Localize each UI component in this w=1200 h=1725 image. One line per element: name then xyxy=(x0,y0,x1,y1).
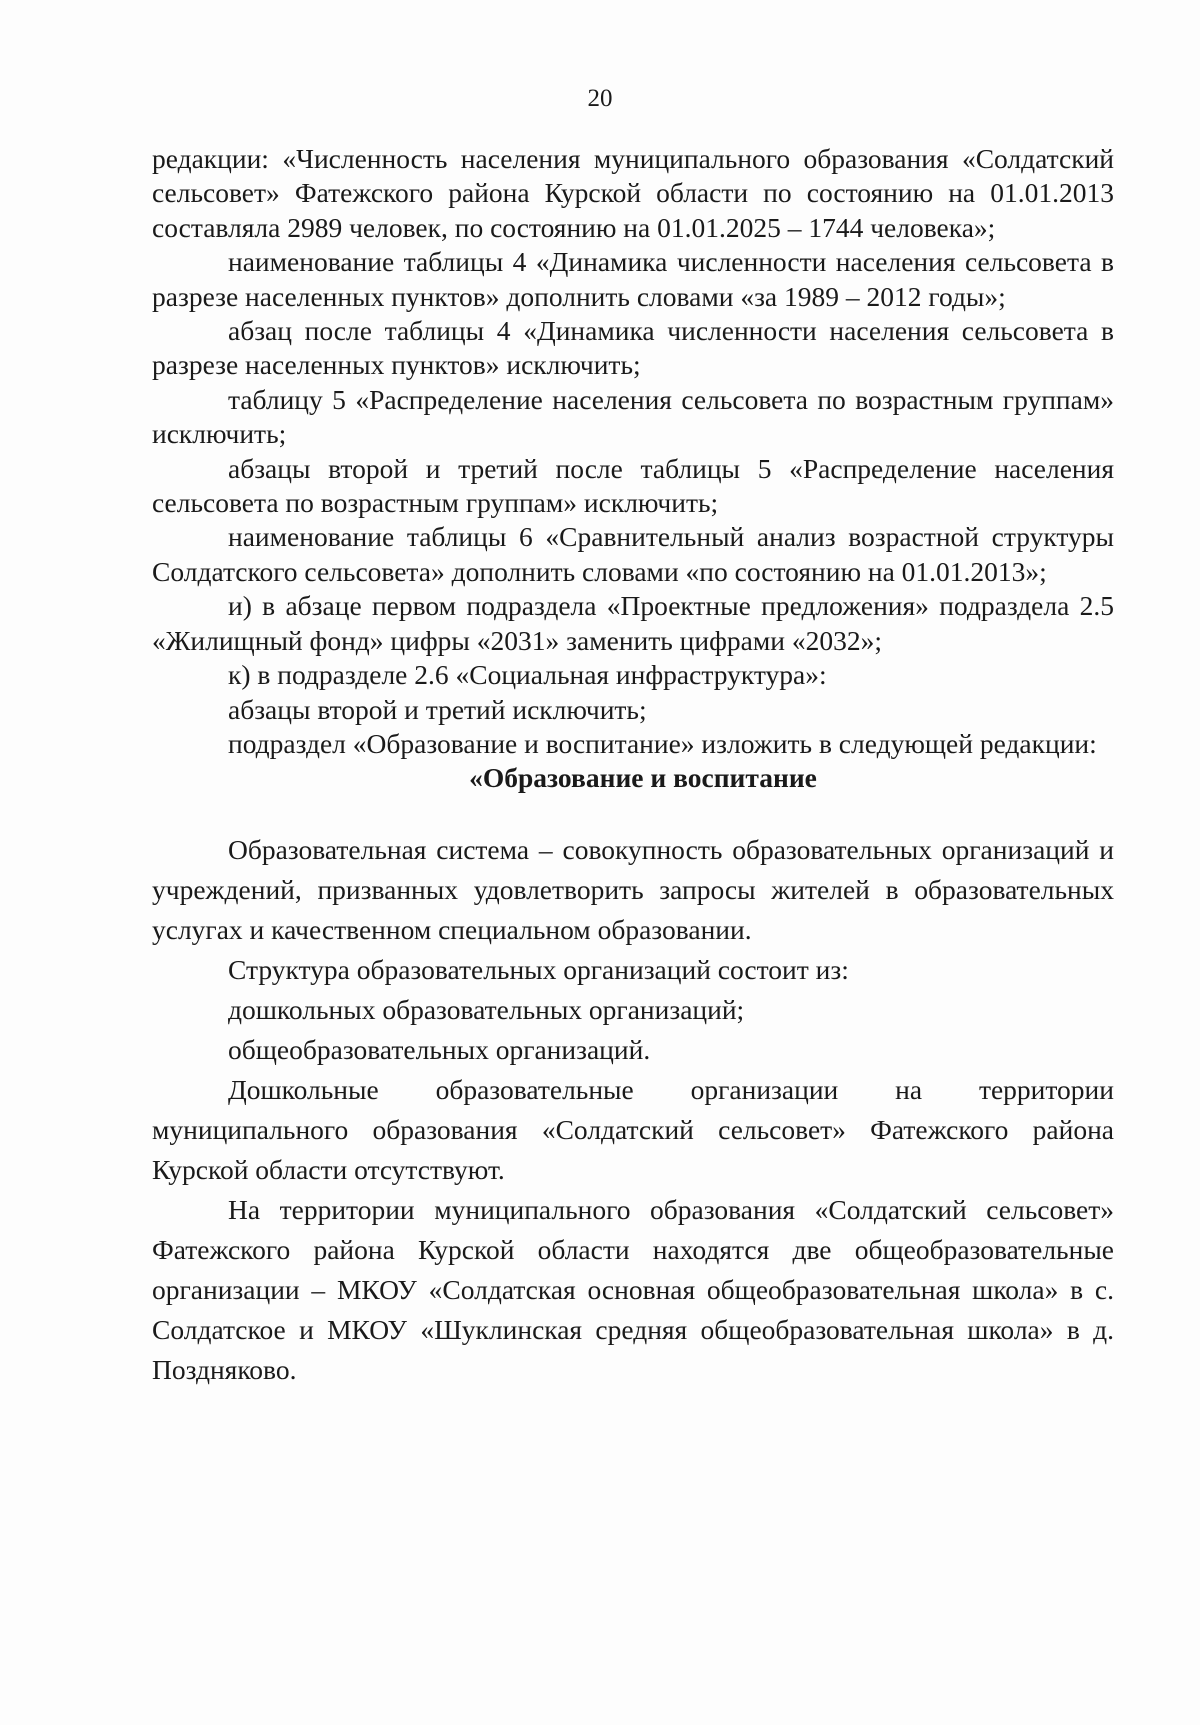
paragraph-p6: наименование таблицы 6 «Сравнительный анализ возрастной структуры Солдатского сельсовета» дополнить словами «по состоянию на 01.01.2013»; xyxy=(152,521,1114,587)
paragraph-b3: дошкольных образовательных организаций; xyxy=(228,993,745,1025)
paragraph-p8: к) в подразделе 2.6 «Социальная инфраструктура»: xyxy=(228,659,827,691)
spacer xyxy=(152,796,1114,830)
paragraph-p4: таблицу 5 «Распределение населения сельсовета по возрастным группам» исключить; xyxy=(152,383,1114,450)
paragraph-p2: наименование таблицы 4 «Динамика численности населения сельсовета в разрезе населенных пунктов» дополнить словами «за 1989 – 2012 годы»; xyxy=(152,246,1114,312)
amendments-list xyxy=(152,142,1114,761)
paragraph-b2: Структура образовательных организаций состоит из: xyxy=(228,953,849,985)
paragraph-p1: редакции: «Численность населения муниципального образования «Солдатский сельсовет» Фатежского района Курской области по состоянию на 01.01.2013 составляла 2989 человек, по состоянию на 01.01.2025 – 1744 человека»; xyxy=(152,143,1114,243)
paragraph-p10: подраздел «Образование и воспитание» изложить в следующей редакции: xyxy=(228,727,1097,759)
paragraph-b4: общеобразовательных организаций. xyxy=(228,1033,651,1065)
paragraph-b5: Дошкольные образовательные организации на территории муниципального образования «Солдатский сельсовет» Фатежского района Курской области отсутствуют. xyxy=(152,1073,1114,1185)
paragraph-b6: На территории муниципального образования «Солдатский сельсовет» Фатежского района Курской области находятся две общеобразовательные организации – МКОУ «Солдатская основная общеобразовательная школа» в с. Солдатское и МКОУ «Шуклинская средняя общеобразовательная школа» в д. Поздняково. xyxy=(152,1193,1114,1385)
paragraph-p5: абзацы второй и третий после таблицы 5 «Распределение населения сельсовета по возрастным группам» исключить; xyxy=(152,452,1114,519)
section-heading: «Образование и воспитание xyxy=(469,762,817,794)
document-body xyxy=(152,142,1114,1390)
section-text xyxy=(152,830,1114,1390)
page-number: 20 xyxy=(587,85,613,112)
paragraph-b1: Образовательная система – совокупность образовательных организаций и учреждений, призванных удовлетворить запросы жителей в образовательных услугах и качественном специальном образовании. xyxy=(152,833,1114,945)
paragraph-p3: абзац после таблицы 4 «Динамика численности населения сельсовета в разрезе населенных пунктов» исключить; xyxy=(152,315,1114,381)
paragraph-p9: абзацы второй и третий исключить; xyxy=(228,693,647,725)
paragraph-p7: и) в абзаце первом подраздела «Проектные предложения» подраздела 2.5 «Жилищный фонд» цифры «2031» заменить цифрами «2032»; xyxy=(152,590,1114,656)
